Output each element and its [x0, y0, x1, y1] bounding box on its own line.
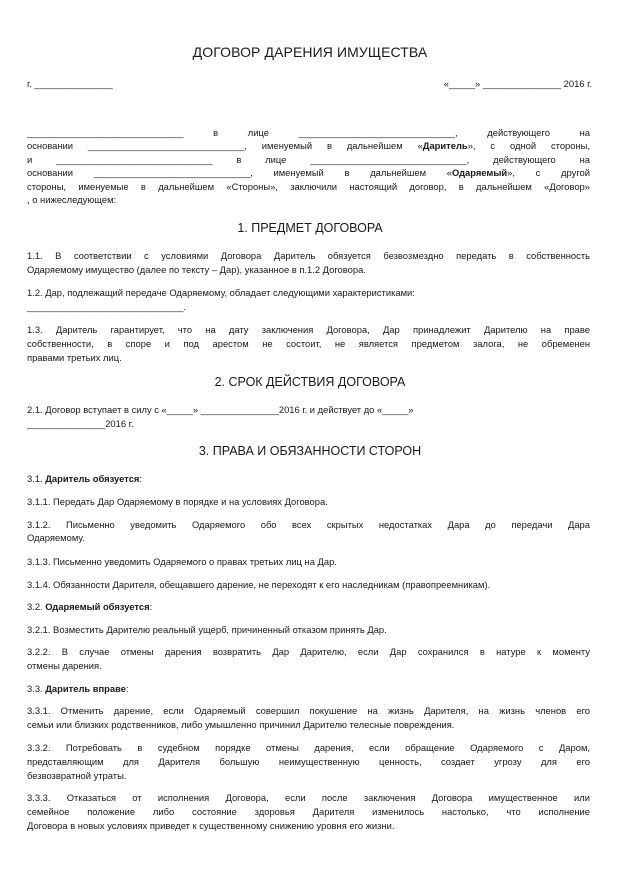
paragraph-line: 1.3. Даритель гарантирует, что на дату заключения Договора, Дар принадлежит Дарителю на праве [27, 324, 590, 335]
paragraph-line: 3.1.2. Письменно уведомить Одаряемого обо всех скрытых недостатках Дара до передачи Дара [27, 519, 590, 530]
section-heading: 2. СРОК ДЕЙСТВИЯ ДОГОВОРА [214, 375, 406, 389]
paragraph-line: семьи или близких родственников, либо умышленно причинил Дарителю телесные повреждения. [27, 719, 455, 730]
paragraph-line: 1.1. В соответствии с условиями Договора Даритель обязуется безвозмездно передать в собственность [27, 250, 590, 261]
paragraph-line: 2.1. Договор вступает в силу с «_____» _______________2016 г. и действует до «_____» [27, 404, 414, 415]
section-heading: 1. ПРЕДМЕТ ДОГОВОРА [237, 221, 383, 235]
paragraph-line: ______________________________. [27, 301, 187, 312]
subsection-heading: 3.2. Одаряемый обязуется: [27, 601, 153, 612]
document-title: ДОГОВОР ДАРЕНИЯ ИМУЩЕСТВА [192, 44, 428, 60]
preamble-line: ______________________________ в лице ______________________________, действующего на [27, 127, 590, 138]
paragraph-line: правами третьих лиц. [27, 352, 122, 363]
subsection-heading: 3.1. Даритель обязуется: [27, 473, 142, 484]
preamble-line: стороны, именуемые в дальнейшем «Стороны», заключили настоящий договор, в дальнейшем «Договор» [27, 181, 590, 192]
paragraph-line: _______________2016 г. [27, 418, 134, 429]
contract-date: «_____» _______________ 2016 г. [443, 78, 592, 89]
paragraph-line: собственности, в споре и под арестом не состоит, не является предметом залога, не обременен [27, 338, 590, 349]
paragraph-line: Одаряемому. [27, 532, 85, 543]
paragraph-line: 3.2.1. Возместить Дарителю реальный ущерб, причиненный отказом принять Дар. [27, 624, 387, 635]
preamble-line: основании ______________________________, именуемый в дальнейшем «Одаряемый», с другой [27, 167, 590, 178]
preamble-line: и ______________________________ в лице ______________________________, действующего на [27, 154, 590, 165]
paragraph-line: безвозвратной утраты. [27, 770, 127, 781]
preamble-line: , о нижеследующем: [27, 194, 117, 205]
preamble-line: основании ______________________________, именуемый в дальнейшем «Даритель», с одной стороны, [27, 140, 590, 151]
paragraph-line: 3.2.2. В случае отмены дарения возвратить Дар Дарителю, если Дар сохранился в натуре к моменту [27, 646, 590, 657]
paragraph-line: 3.1.4. Обязанности Дарителя, обещавшего дарение, не переходят к его наследникам (правопреемникам). [27, 579, 491, 590]
paragraph-line: Одаряемому имущество (далее по тексту – Дар), указанное в п.1.2 Договора. [27, 264, 366, 275]
subsection-heading: 3.3. Даритель вправе: [27, 683, 129, 694]
paragraph-line: Договора в новых условиях приведет к существенному снижению уровня его жизни. [27, 820, 395, 831]
paragraph-line: 3.1.3. Письменно уведомить Одаряемого о правах третьих лиц на Дар. [27, 556, 337, 567]
paragraph-line: семейное положение либо состояние здоровья Дарителя изменилось настолько, что исполнение [27, 806, 590, 817]
paragraph-line: отмены дарения. [27, 660, 102, 671]
paragraph-line: 1.2. Дар, подлежащий передаче Одаряемому, обладает следующими характеристиками: [27, 287, 415, 298]
paragraph-line: 3.3.3. Отказаться от исполнения Договора, если после заключения Договора имущественное или [27, 792, 590, 803]
paragraph-line: 3.3.2. Потребовать в судебном порядке отмены дарения, если обращение Одаряемого с Даром, [27, 742, 590, 753]
city-field: г. _______________ [27, 78, 113, 89]
section-heading: 3. ПРАВА И ОБЯЗАННОСТИ СТОРОН [198, 444, 422, 458]
paragraph-line: представляющим для Дарителя большую неимущественную ценность, создает угрозу для его [27, 756, 590, 767]
paragraph-line: 3.3.1. Отменить дарение, если Одаряемый совершил покушение на жизнь Дарителя, на жизнь членов его [27, 705, 590, 716]
paragraph-line: 3.1.1. Передать Дар Одаряемому в порядке и на условиях Договора. [27, 496, 328, 507]
